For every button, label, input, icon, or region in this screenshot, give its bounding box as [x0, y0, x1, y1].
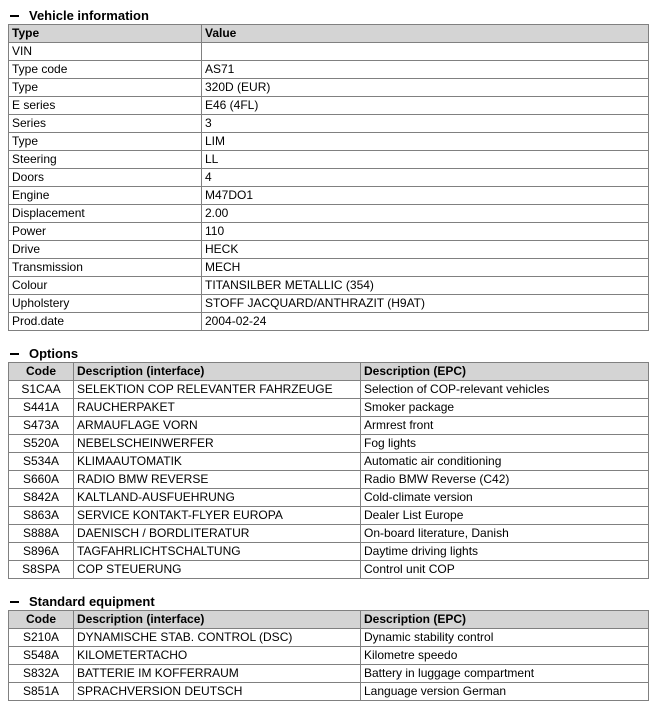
cell-code: S441A [9, 399, 74, 417]
table-row [9, 151, 649, 169]
cell-description-interface: SELEKTION COP RELEVANTER FAHRZEUGE [74, 381, 361, 399]
cell-type: VIN [9, 43, 202, 61]
cell-code: S473A [9, 417, 74, 435]
cell-type: Drive [9, 241, 202, 259]
cell-type: E series [9, 97, 202, 115]
cell-description-epc: Smoker package [361, 399, 649, 417]
table-row [9, 115, 649, 133]
cell-value: LL [202, 151, 649, 169]
column-header-type: Type [9, 25, 202, 43]
cell-code: S842A [9, 489, 74, 507]
standard-equipment-table [8, 610, 649, 701]
cell-type: Series [9, 115, 202, 133]
column-header-code: Code [9, 363, 74, 381]
cell-code: S548A [9, 647, 74, 665]
table-row [9, 629, 649, 647]
cell-description-epc: Fog lights [361, 435, 649, 453]
table-row [9, 543, 649, 561]
table-row [9, 683, 649, 701]
options-section-title: Options [29, 346, 79, 361]
cell-code: S832A [9, 665, 74, 683]
cell-description-interface: TAGFAHRLICHTSCHALTUNG [74, 543, 361, 561]
column-header-code: Code [9, 611, 74, 629]
standard-section-header[interactable] [8, 593, 648, 610]
cell-code: S888A [9, 525, 74, 543]
options-table [8, 362, 649, 579]
cell-description-interface: RAUCHERPAKET [74, 399, 361, 417]
cell-description-epc: Daytime driving lights [361, 543, 649, 561]
table-row [9, 43, 649, 61]
cell-code: S8SPA [9, 561, 74, 579]
table-row [9, 561, 649, 579]
table-row [9, 79, 649, 97]
cell-type: Transmission [9, 259, 202, 277]
cell-value: M47DO1 [202, 187, 649, 205]
collapse-icon[interactable] [10, 15, 19, 17]
cell-description-interface: BATTERIE IM KOFFERRAUM [74, 665, 361, 683]
cell-description-epc: Radio BMW Reverse (C42) [361, 471, 649, 489]
table-row [9, 435, 649, 453]
cell-description-interface: KLIMAAUTOMATIK [74, 453, 361, 471]
cell-value: 2.00 [202, 205, 649, 223]
table-row [9, 665, 649, 683]
table-row [9, 525, 649, 543]
table-row [9, 489, 649, 507]
column-header-value: Value [202, 25, 649, 43]
column-header-description-interface: Description (interface) [74, 611, 361, 629]
table-row [9, 399, 649, 417]
vehicle-table [8, 24, 649, 331]
cell-code: S851A [9, 683, 74, 701]
table-row [9, 507, 649, 525]
cell-type: Power [9, 223, 202, 241]
cell-type: Colour [9, 277, 202, 295]
table-row [9, 133, 649, 151]
column-header-description-epc: Description (EPC) [361, 611, 649, 629]
cell-description-interface: SERVICE KONTAKT-FLYER EUROPA [74, 507, 361, 525]
cell-description-epc: Selection of COP-relevant vehicles [361, 381, 649, 399]
cell-description-interface: KALTLAND-AUSFUEHRUNG [74, 489, 361, 507]
cell-type: Prod.date [9, 313, 202, 331]
table-header-row [9, 363, 649, 381]
cell-description-interface: DAENISCH / BORDLITERATUR [74, 525, 361, 543]
table-row [9, 187, 649, 205]
cell-code: S863A [9, 507, 74, 525]
cell-value: HECK [202, 241, 649, 259]
cell-description-interface: COP STEUERUNG [74, 561, 361, 579]
table-row [9, 205, 649, 223]
cell-code: S896A [9, 543, 74, 561]
cell-type: Steering [9, 151, 202, 169]
table-row [9, 223, 649, 241]
vehicle-section-header[interactable] [8, 7, 648, 24]
cell-description-interface: SPRACHVERSION DEUTSCH [74, 683, 361, 701]
cell-description-interface: DYNAMISCHE STAB. CONTROL (DSC) [74, 629, 361, 647]
collapse-icon[interactable] [10, 353, 19, 355]
cell-description-epc: Kilometre speedo [361, 647, 649, 665]
cell-description-interface: ARMAUFLAGE VORN [74, 417, 361, 435]
cell-type: Type [9, 79, 202, 97]
cell-code: S1CAA [9, 381, 74, 399]
cell-code: S210A [9, 629, 74, 647]
vehicle-section-title: Vehicle information [29, 8, 149, 23]
cell-value: 4 [202, 169, 649, 187]
cell-description-epc: Cold-climate version [361, 489, 649, 507]
table-row [9, 313, 649, 331]
cell-value: 2004-02-24 [202, 313, 649, 331]
table-row [9, 241, 649, 259]
column-header-description-epc: Description (EPC) [361, 363, 649, 381]
cell-value: 320D (EUR) [202, 79, 649, 97]
cell-value: E46 (4FL) [202, 97, 649, 115]
cell-value: STOFF JACQUARD/ANTHRAZIT (H9AT) [202, 295, 649, 313]
cell-value: 110 [202, 223, 649, 241]
cell-type: Displacement [9, 205, 202, 223]
cell-description-epc: Dynamic stability control [361, 629, 649, 647]
table-row [9, 97, 649, 115]
table-row [9, 381, 649, 399]
cell-description-interface: KILOMETERTACHO [74, 647, 361, 665]
table-row [9, 453, 649, 471]
cell-value: TITANSILBER METALLIC (354) [202, 277, 649, 295]
cell-description-epc: Battery in luggage compartment [361, 665, 649, 683]
table-row [9, 295, 649, 313]
cell-value: LIM [202, 133, 649, 151]
cell-code: S520A [9, 435, 74, 453]
table-header-row [9, 611, 649, 629]
cell-value: AS71 [202, 61, 649, 79]
cell-description-epc: Control unit COP [361, 561, 649, 579]
standard-section-title: Standard equipment [29, 594, 155, 609]
cell-description-epc: Automatic air conditioning [361, 453, 649, 471]
report-page [8, 7, 648, 701]
table-row [9, 259, 649, 277]
cell-description-interface: RADIO BMW REVERSE [74, 471, 361, 489]
cell-type: Type [9, 133, 202, 151]
table-row [9, 471, 649, 489]
cell-description-epc: Dealer List Europe [361, 507, 649, 525]
cell-code: S660A [9, 471, 74, 489]
cell-value: 3 [202, 115, 649, 133]
table-row [9, 277, 649, 295]
cell-type: Engine [9, 187, 202, 205]
cell-description-epc: Armrest front [361, 417, 649, 435]
options-section-header[interactable] [8, 345, 648, 362]
cell-value [202, 43, 649, 61]
cell-type: Type code [9, 61, 202, 79]
table-row [9, 61, 649, 79]
table-row [9, 647, 649, 665]
cell-value: MECH [202, 259, 649, 277]
table-row [9, 169, 649, 187]
cell-code: S534A [9, 453, 74, 471]
cell-description-interface: NEBELSCHEINWERFER [74, 435, 361, 453]
table-row [9, 417, 649, 435]
table-header-row [9, 25, 649, 43]
collapse-icon[interactable] [10, 601, 19, 603]
cell-description-epc: Language version German [361, 683, 649, 701]
cell-type: Doors [9, 169, 202, 187]
cell-type: Upholstery [9, 295, 202, 313]
column-header-description-interface: Description (interface) [74, 363, 361, 381]
cell-description-epc: On-board literature, Danish [361, 525, 649, 543]
